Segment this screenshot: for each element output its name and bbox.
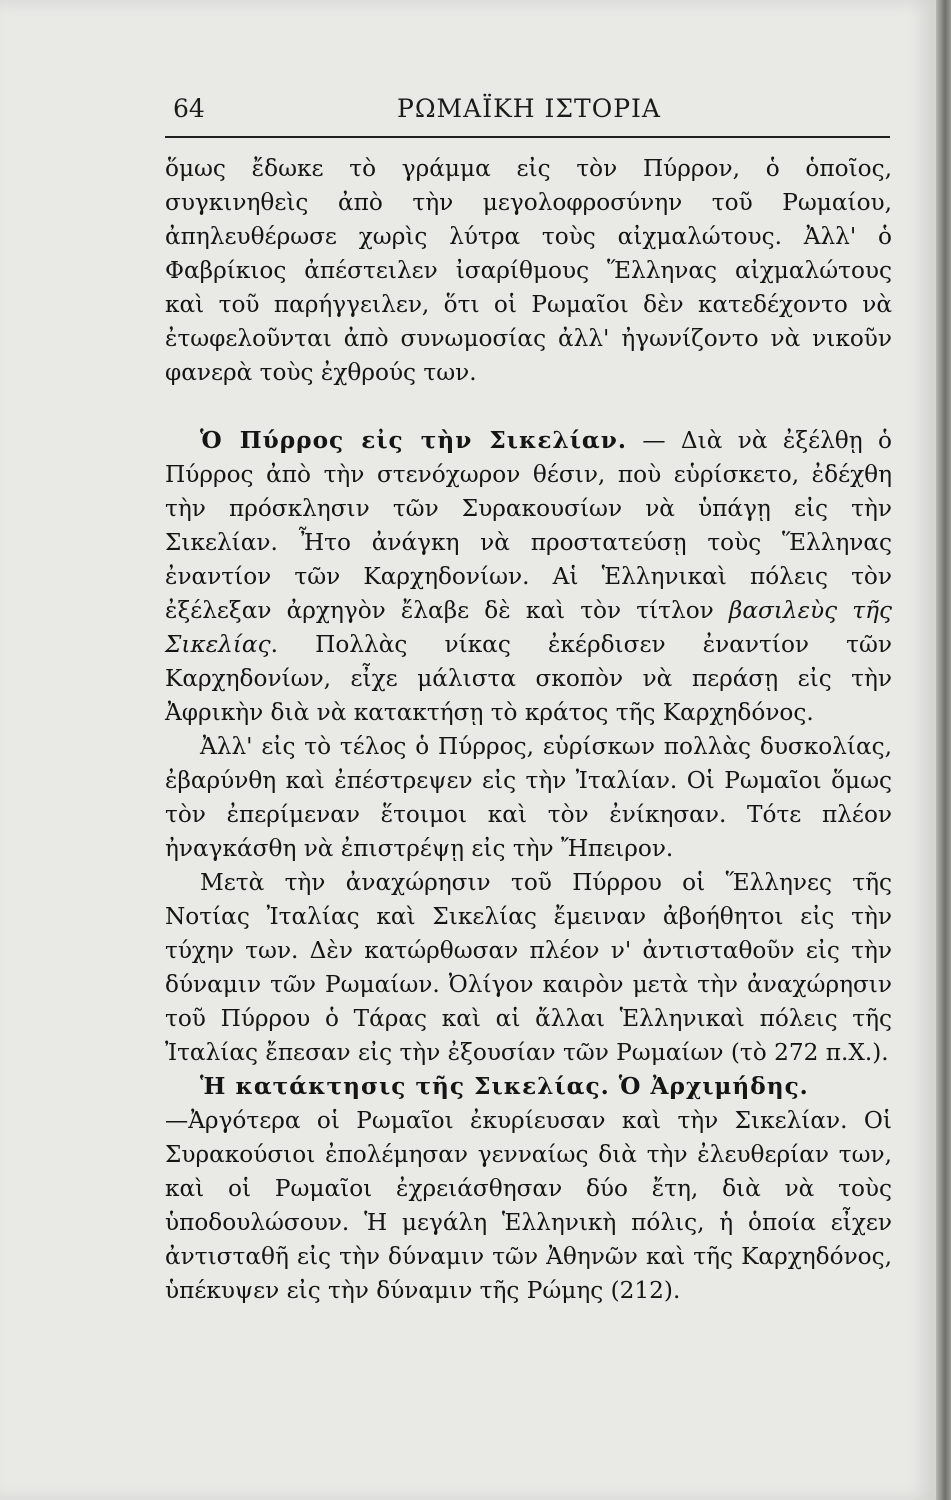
section-heading-pyrrhus-sicily: Ὁ Πύρρος εἰς τὴν Σικελίαν. <box>200 427 627 454</box>
emphasized-title: βασιλεὺς τῆς Σικελίας <box>165 597 892 658</box>
paragraph-pyrrhus-sicily <box>165 424 892 730</box>
page-edge-shadow <box>936 0 951 1500</box>
page-number: 64 <box>173 94 205 123</box>
section-heading-conquest-sicily <box>165 1070 892 1104</box>
running-head: ΡΩΜΑΪΚΗ ΙΣΤΟΡΙΑ <box>397 94 661 123</box>
page-header <box>165 90 890 138</box>
paragraph-5: —Ἀργότερα οἱ Ρωμαῖοι ἐκυρίευσαν καὶ τὴν Σικελίαν. Οἱ Συρακούσιοι ἐπολέμησαν γενναίως διὰ τὴν ἐλευθερίαν των, καὶ οἱ Ρωμαῖοι ἐχρειάσθησαν δύο ἔτη, διὰ νὰ τοὺς ὑποδουλώσουν. Ἡ μεγάλη Ἑλληνικὴ πόλις, ἡ ὁποία εἶχεν ἀντισταθῆ εἰς τὴν δύναμιν τῶν Ἀθηνῶν καὶ τῆς Καρχηδόνος, ὑπέκυψεν εἰς τὴν δύναμιν τῆς Ρώμης (212). <box>165 1107 892 1304</box>
section-heading-text: Ἡ κατάκτησις τῆς Σικελίας. Ὁ Ἀρχιμήδης. <box>200 1073 809 1100</box>
page-body <box>165 152 892 1308</box>
paragraph-1: ὅμως ἔδωκε τὸ γράμμα εἰς τὸν Πύρρον, ὁ ὁποῖος, συγκινηθεὶς ἀπὸ τὴν μεγολοφροσύνην τοῦ Ρωμαίου, ἀπηλευθέρωσε χωρὶς λύτρα τοὺς αἰχμαλώτους. Ἀλλ' ὁ Φαβρίκιος ἀπέστειλεν ἰσαρίθμους Ἕλληνας αἰχμαλώτους καὶ τοῦ παρήγγειλεν, ὅτι οἱ Ρωμαῖοι δὲν κατεδέχοντο νὰ ἐτωφελοῦνται ἀπὸ συνωμοσίας ἀλλ' ἠγωνίζοντο νὰ νικοῦν φανερὰ τοὺς ἐχθρούς των. <box>165 155 892 386</box>
paragraph-text: — Διὰ νὰ ἐξέλθῃ ὁ Πύρρος ἀπὸ τὴν στενόχωρον θέσιν, ποὺ εὑρίσκετο, ἐδέχθη τὴν πρόσκλησιν τῶν Συρακουσίων νὰ ὑπάγῃ εἰς τὴν Σικελίαν. Ἦτο ἀνάγκη νὰ προστατεύσῃ τοὺς Ἕλληνας ἐναντίον τῶν Καρχηδονίων. Αἱ Ἑλληνικαὶ πόλεις τὸν ἐξέλεξαν ἀρχηγὸν ἔλαβε δὲ καὶ τὸν τίτλον <box>165 427 892 624</box>
paragraph-text: . Πολλὰς νίκας ἐκέρδισεν ἐναντίον τῶν Καρχηδονίων, εἶχε μάλιστα σκοπὸν νὰ περάσῃ εἰς τὴν Ἀφρικὴν διὰ νὰ κατακτήσῃ τὸ κράτος τῆς Καρχηδόνος. <box>165 631 892 726</box>
paragraph-4: Μετὰ τὴν ἀναχώρησιν τοῦ Πύρρου οἱ Ἕλληνες τῆς Νοτίας Ἰταλίας καὶ Σικελίας ἔμειναν ἀβοήθητοι εἰς τὴν τύχην των. Δὲν κατώρθωσαν πλέον ν' ἀντισταθοῦν εἰς τὴν δύναμιν τῶν Ρωμαίων. Ὀλίγον καιρὸν μετὰ τὴν ἀναχώρησιν τοῦ Πύρρου ὁ Τάρας καὶ αἱ ἄλλαι Ἑλληνικαὶ πόλεις τῆς Ἰταλίας ἔπεσαν εἰς τὴν ἐξουσίαν τῶν Ρωμαίων (τὸ 272 π.Χ.). <box>165 869 892 1066</box>
paragraph-3: Ἀλλ' εἰς τὸ τέλος ὁ Πύρρος, εὑρίσκων πολλὰς δυσκολίας, ἐβαρύνθη καὶ ἐπέστρεψεν εἰς τὴν Ἰταλίαν. Οἱ Ρωμαῖοι ὅμως τὸν ἐπερίμεναν ἕτοιμοι καὶ τὸν ἐνίκησαν. Τότε πλέον ἠναγκάσθη νὰ ἐπιστρέψῃ εἰς τὴν Ἤπειρον. <box>165 733 892 862</box>
